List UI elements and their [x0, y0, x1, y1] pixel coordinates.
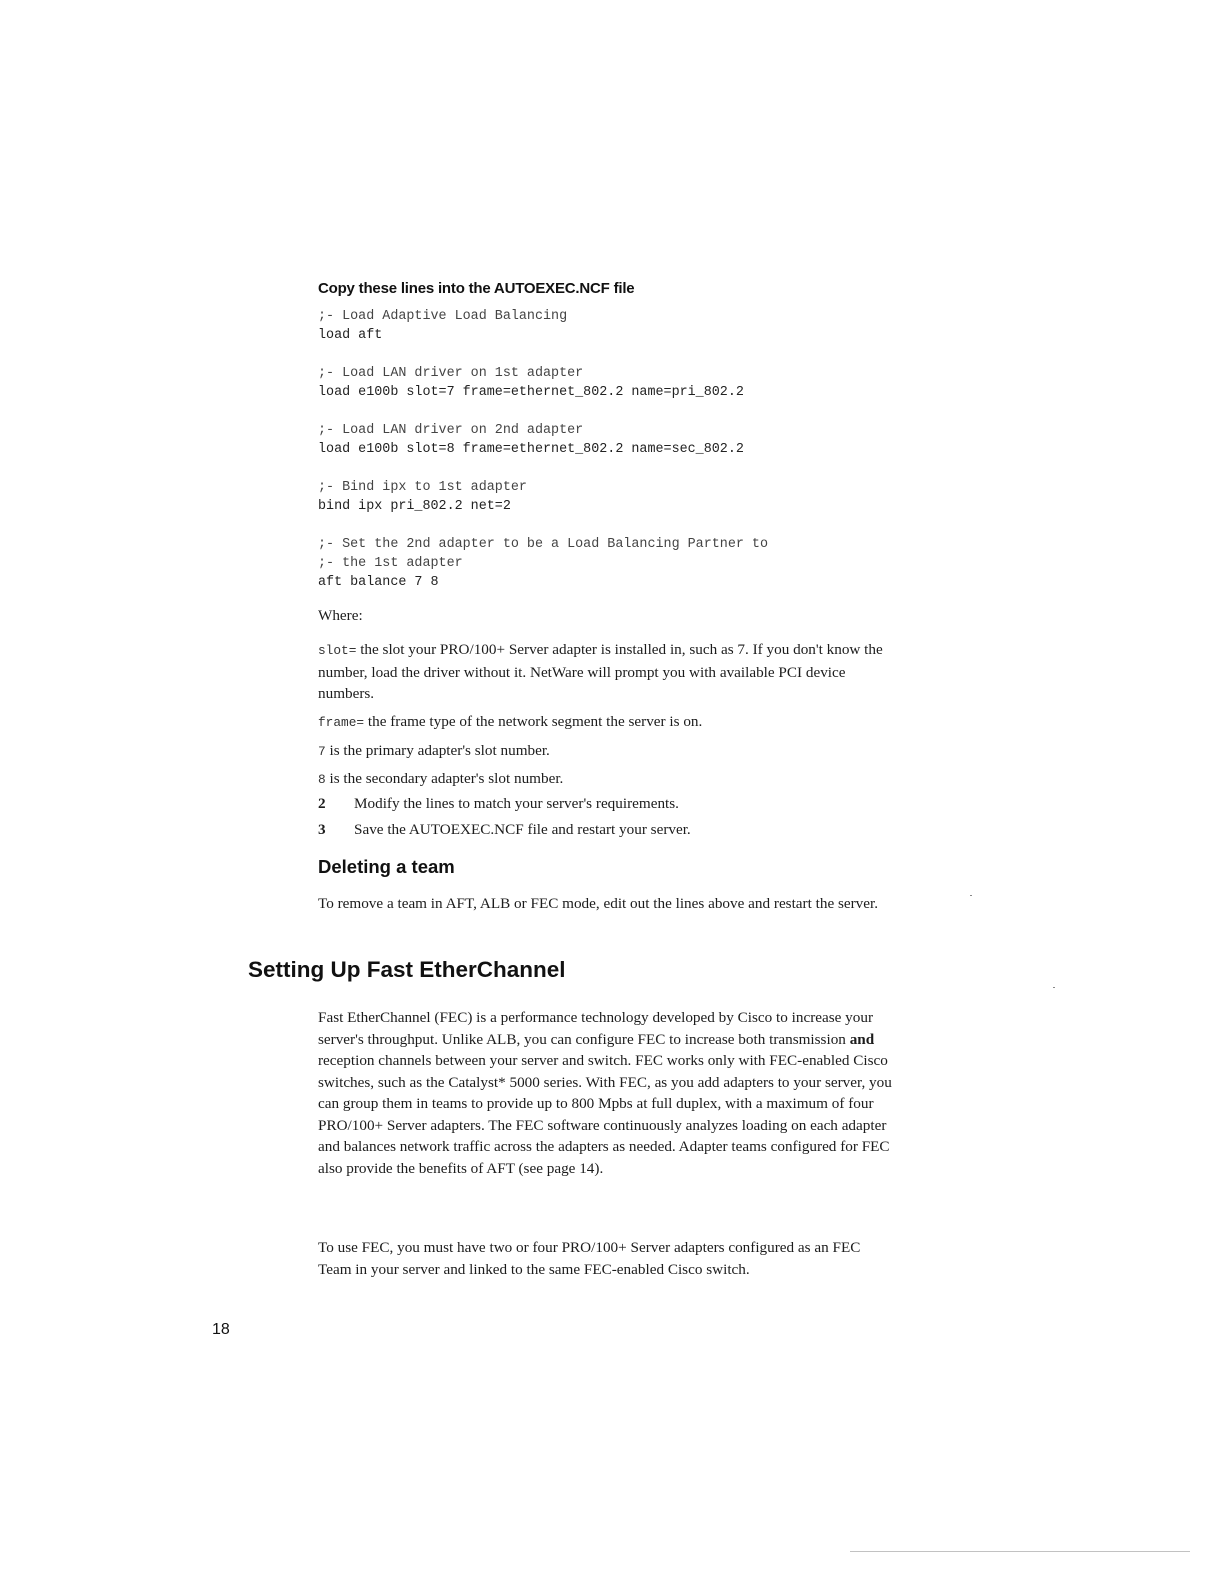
- code-listing: [318, 307, 918, 592]
- step-number: 2: [318, 795, 326, 812]
- code-block-first-adapter: [318, 364, 918, 402]
- code-line: ;- Set the 2nd adapter to be a Load Balancing Partner to: [318, 537, 768, 552]
- code-line: bind ipx pri_802.2 net=2: [318, 499, 511, 514]
- code-caption: Copy these lines into the AUTOEXEC.NCF file: [318, 280, 635, 297]
- code-line: ;- Bind ipx to 1st adapter: [318, 480, 527, 495]
- definition-text: the slot your PRO/100+ Server adapter is installed in, such as 7. If you don't know the number, load the driver without it. NetWare will prompt you with available PCI device numbers.: [318, 641, 883, 702]
- definition-primary-slot: [318, 740, 898, 763]
- code-term: 7: [318, 744, 326, 759]
- paragraph-text: reception channels between your server and switch. FEC works only with FEC-enabled Cisco switches, such as the Catalyst* 5000 series. With FEC, as you add adapters to your server, you can group them in teams to provide up to 800 Mpbs at full duplex, with a maximum of four PRO/100+ Server adapters. The FEC software continuously analyzes loading on each adapter and balances network traffic across the adapters as needed. Adapter teams configured for FEC also provide the benefits of AFT (see page 14).: [318, 1052, 892, 1177]
- scan-speck: [1053, 987, 1055, 988]
- step-number: 3: [318, 821, 326, 838]
- code-term: frame=: [318, 715, 365, 730]
- code-term: 8: [318, 772, 326, 787]
- step-item: [318, 821, 691, 839]
- deleting-paragraph: To remove a team in AFT, ALB or FEC mode, edit out the lines above and restart the server.: [318, 895, 879, 912]
- code-line: aft balance 7 8: [318, 575, 439, 590]
- emphasis-text: and: [849, 1030, 875, 1048]
- code-line: load aft: [318, 328, 383, 343]
- fec-paragraph-1: [318, 1007, 894, 1179]
- scan-speck: [970, 895, 972, 896]
- code-block-bind-ipx: [318, 478, 918, 516]
- definition-text: is the secondary adapter's slot number.: [325, 770, 564, 787]
- definition-slot: [318, 639, 898, 705]
- step-item: [318, 795, 679, 813]
- definition-secondary-slot: [318, 768, 898, 791]
- code-line: ;- the 1st adapter: [318, 556, 463, 571]
- page-number: 18: [212, 1321, 230, 1338]
- code-line: ;- Load LAN driver on 2nd adapter: [318, 423, 584, 438]
- where-label: Where:: [318, 607, 363, 624]
- definition-frame: [318, 711, 898, 734]
- code-term: slot=: [318, 643, 357, 658]
- section-heading-deleting: Deleting a team: [318, 856, 455, 877]
- code-block-balance: [318, 535, 918, 592]
- code-line: ;- Load Adaptive Load Balancing: [318, 309, 568, 324]
- code-line: load e100b slot=8 frame=ethernet_802.2 name=sec_802.2: [318, 442, 744, 457]
- code-line: load e100b slot=7 frame=ethernet_802.2 name=pri_802.2: [318, 385, 744, 400]
- scan-artifact-line: [850, 1551, 1190, 1552]
- step-text: Modify the lines to match your server's requirements.: [354, 795, 679, 812]
- section-heading-fec: Setting Up Fast EtherChannel: [248, 957, 566, 982]
- code-block-load-aft: [318, 307, 918, 345]
- paragraph-text: Fast EtherChannel (FEC) is a performance technology developed by Cisco to increase your server's throughput. Unlike ALB, you can configure FEC to increase both transmission: [318, 1009, 874, 1048]
- fec-paragraph-2: To use FEC, you must have two or four PRO/100+ Server adapters configured as an FEC Team in your server and linked to the same FEC-enabled Cisco switch.: [318, 1239, 861, 1278]
- definition-text: the frame type of the network segment the server is on.: [364, 713, 703, 730]
- definition-text: is the primary adapter's slot number.: [325, 742, 550, 759]
- code-block-second-adapter: [318, 421, 918, 459]
- step-text: Save the AUTOEXEC.NCF file and restart your server.: [354, 821, 691, 838]
- code-line: ;- Load LAN driver on 1st adapter: [318, 366, 584, 381]
